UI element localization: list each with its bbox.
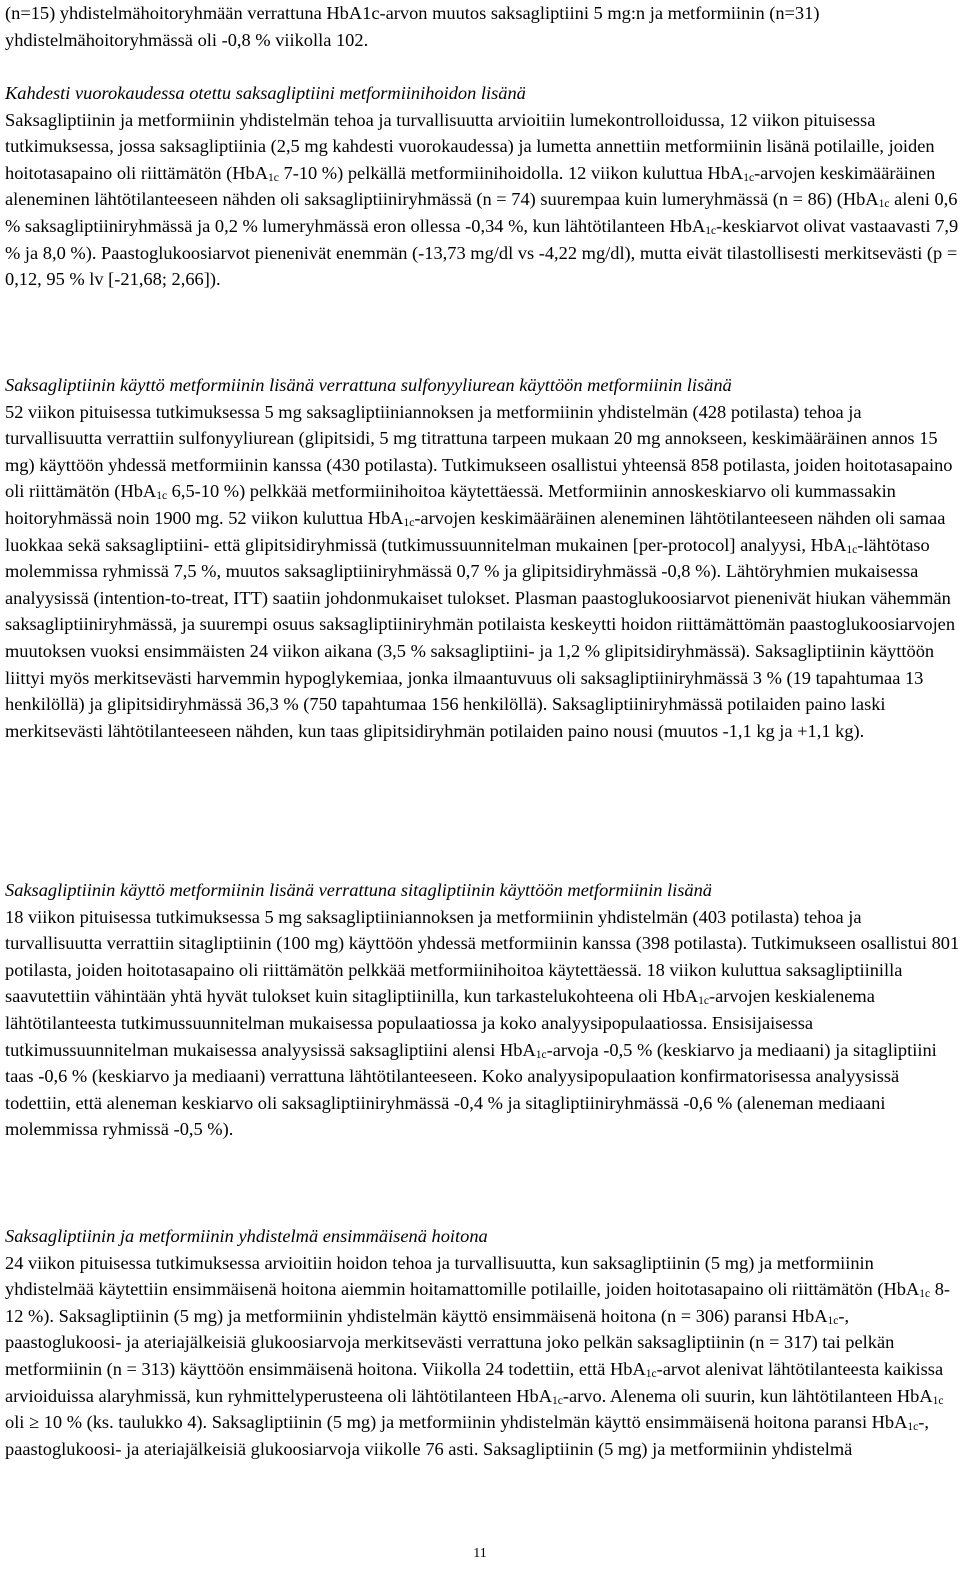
section-sitagliptin xyxy=(5,877,960,1143)
section-first-line xyxy=(5,1223,960,1462)
section-twice-daily xyxy=(5,80,960,293)
section-body: 24 viikon pituisessa tutkimuksessa arvioitiin hoidon tehoa ja turvallisuutta, kun saksagliptiinin (5 mg) ja metformiinin yhdistelmää käytettiin ensimmäisenä hoitona aiemmin hoitamattomille potilaille, joiden hoitotasapaino oli riittämätön (HbA$_{1c}$ 8-12 %). Saksagliptiinin (5 mg) ja metformiinin yhdistelmän käyttö ensimmäisenä hoitona (n = 306) paransi HbA$_{1c}$-, paastoglukoosi- ja ateriajälkeisiä glukoosiarvoja merkitsevästi verrattuna joko pelkän saksagliptiinin (n = 317) tai pelkän metformiinin (n = 313) käyttöön ensimmäisenä hoitona. Viikolla 24 todettiin, että HbA$_{1c}$-arvot alenivat lähtötilanteesta kaikissa arvioiduissa alaryhmissä, kun ryhmittelyperusteena oli lähtötilanteen HbA$_{1c}$-arvo. Alenema oli suurin, kun lähtötilanteen HbA$_{1c}$ oli ≥ 10 % (ks. taulukko 4). Saksagliptiinin (5 mg) ja metformiinin yhdistelmän käyttö ensimmäisenä hoitona paransi HbA$_{1c}$-, paastoglukoosi- ja ateriajälkeisiä glukoosiarvoja viikolle 76 asti. Saksagliptiinin (5 mg) ja metformiinin yhdistelmä xyxy=(5,1252,951,1459)
section-sulfonylurea xyxy=(5,372,960,744)
section-heading: Saksagliptiinin ja metformiinin yhdistelmä ensimmäisenä hoitona xyxy=(5,1226,488,1246)
section-body: 18 viikon pituisessa tutkimuksessa 5 mg saksagliptiiniannoksen ja metformiinin yhdistelmän (403 potilasta) tehoa ja turvallisuutta verrattiin sitagliptiinin (100 mg) käyttöön yhdessä metformiinin kanssa (398 potilasta). Tutkimukseen osallistui 801 potilasta, joiden hoitotasapaino oli riittämätön pelkkää metformiinihoitoa käytettäessä. 18 viikon kuluttua saksagliptiinilla saavutettiin vähintään yhtä hyvät tulokset kuin sitagliptiinilla, kun tarkastelukohteena oli HbA$_{1c}$-arvojen keskialenema lähtötilanteesta tutkimussuunnitelman mukaisessa populaatiossa ja koko analyysipopulaatiossa. Ensisijaisessa tutkimussuunnitelman mukaisessa analyysissä saksagliptiini alensi HbA$_{1c}$-arvoja -0,5 % (keskiarvo ja mediaani) ja sitagliptiini taas -0,6 % (keskiarvo ja mediaani) verrattuna lähtötilanteeseen. Koko analyysipopulaation konfirmatorisessa analyysissä todettiin, että aleneman keskiarvo oli saksagliptiiniryhmässä -0,4 % ja sitagliptiiniryhmässä -0,6 % (aleneman mediaani molemmissa ryhmissä -0,5 %). xyxy=(5,906,960,1140)
section-body: Saksagliptiinin ja metformiinin yhdistelmän tehoa ja turvallisuutta arvioitiin lumekontrolloidussa, 12 viikon pituisessa tutkimuksessa, jossa saksagliptiinia (2,5 mg kahdesti vuorokaudessa) ja lumetta annettiin metformiinin lisänä potilaille, joiden hoitotasapaino oli riittämätön (HbA$_{1c}$ 7-10 %) pelkällä metformiinihoidolla. 12 viikon kuluttua HbA$_{1c}$-arvojen keskimääräinen aleneminen lähtötilanteeseen nähden oli saksagliptiiniryhmässä (n = 74) suurempaa kuin lumeryhmässä (n = 86) (HbA$_{1c}$ aleni 0,6 % saksagliptiiniryhmässä ja 0,2 % lumeryhmässä eron ollessa -0,34 %, kun lähtötilanteen HbA$_{1c}$-keskiarvot olivat vastaavasti 7,9 % ja 8,0 %). Paastoglukoosiarvot pienenivät enemmän (-13,73 mg/dl vs -4,22 mg/dl), mutta eivät tilastollisesti merkitsevästi (p = 0,12, 95 % lv [-21,68; 2,66]). xyxy=(5,109,959,290)
intro-text: (n=15) yhdistelmähoitoryhmään verrattuna HbA1c-arvon muutos saksagliptiini 5 mg:n ja metformiinin (n=31) yhdistelmähoitoryhmässä oli -0,8 % viikolla 102. xyxy=(5,3,820,50)
intro-paragraph xyxy=(5,0,960,53)
page-number: 11 xyxy=(473,1546,487,1561)
section-body: 52 viikon pituisessa tutkimuksessa 5 mg saksagliptiiniannoksen ja metformiinin yhdistelmän (428 potilasta) tehoa ja turvallisuutta verrattiin sulfonyyliurean (glipitsidi, 5 mg titrattuna tarpeen mukaan 20 mg annokseen, keskimääräinen annos 15 mg) käyttöön yhdessä metformiinin kanssa (430 potilasta). Tutkimukseen osallistui yhteensä 858 potilasta, joiden hoitotasapaino oli riittämätön (HbA$_{1c}$ 6,5-10 %) pelkkää metformiinihoitoa käytettäessä. Metformiinin annoskeskiarvo oli kummassakin hoitoryhmässä noin 1900 mg. 52 viikon kuluttua HbA$_{1c}$-arvojen keskimääräinen aleneminen lähtötilanteeseen nähden oli samaa luokkaa sekä saksagliptiini- että glipitsidiryhmissä (tutkimussuunnitelman mukainen [per-protocol] analyysi, HbA$_{1c}$-lähtötaso molemmissa ryhmissä 7,5 %, muutos saksagliptiiniryhmässä 0,7 % ja glipitsidiryhmässä -0,8 %). Lähtöryhmien mukaisessa analyysissä (intention-to-treat, ITT) saatiin johdonmukaiset tulokset. Plasman paastoglukoosiarvot pienenivät hiukan vähemmän saksagliptiiniryhmässä, ja suurempi osuus saksagliptiiniryhmän potilaista keskeytti hoidon riittämättömän paastoglukoosiarvojen muutoksen vuoksi ensimmäisten 24 viikon aikana (3,5 % saksagliptiini- ja 1,2 % glipitsidiryhmässä). Saksagliptiinin käyttöön liittyi myös merkitsevästi harvemmin hypoglykemiaa, jonka ilmaantuvuus oli saksagliptiiniryhmässä 3 % (19 tapahtumaa 13 henkilöllä) ja glipitsidiryhmässä 36,3 % (750 tapahtumaa 156 henkilöllä). Saksagliptiiniryhmässä potilaiden paino laski merkitsevästi lähtötilanteeseen nähden, kun taas glipitsidiryhmän potilaiden paino nousi (muutos -1,1 kg ja +1,1 kg). xyxy=(5,401,956,741)
section-heading: Saksagliptiinin käyttö metformiinin lisänä verrattuna sitagliptiinin käyttöön metformiinin lisänä xyxy=(5,880,712,900)
section-heading: Kahdesti vuorokaudessa otettu saksagliptiini metformiinihoidon lisänä xyxy=(5,83,526,103)
section-heading: Saksagliptiinin käyttö metformiinin lisänä verrattuna sulfonyyliurean käyttöön metformiinin lisänä xyxy=(5,375,732,395)
